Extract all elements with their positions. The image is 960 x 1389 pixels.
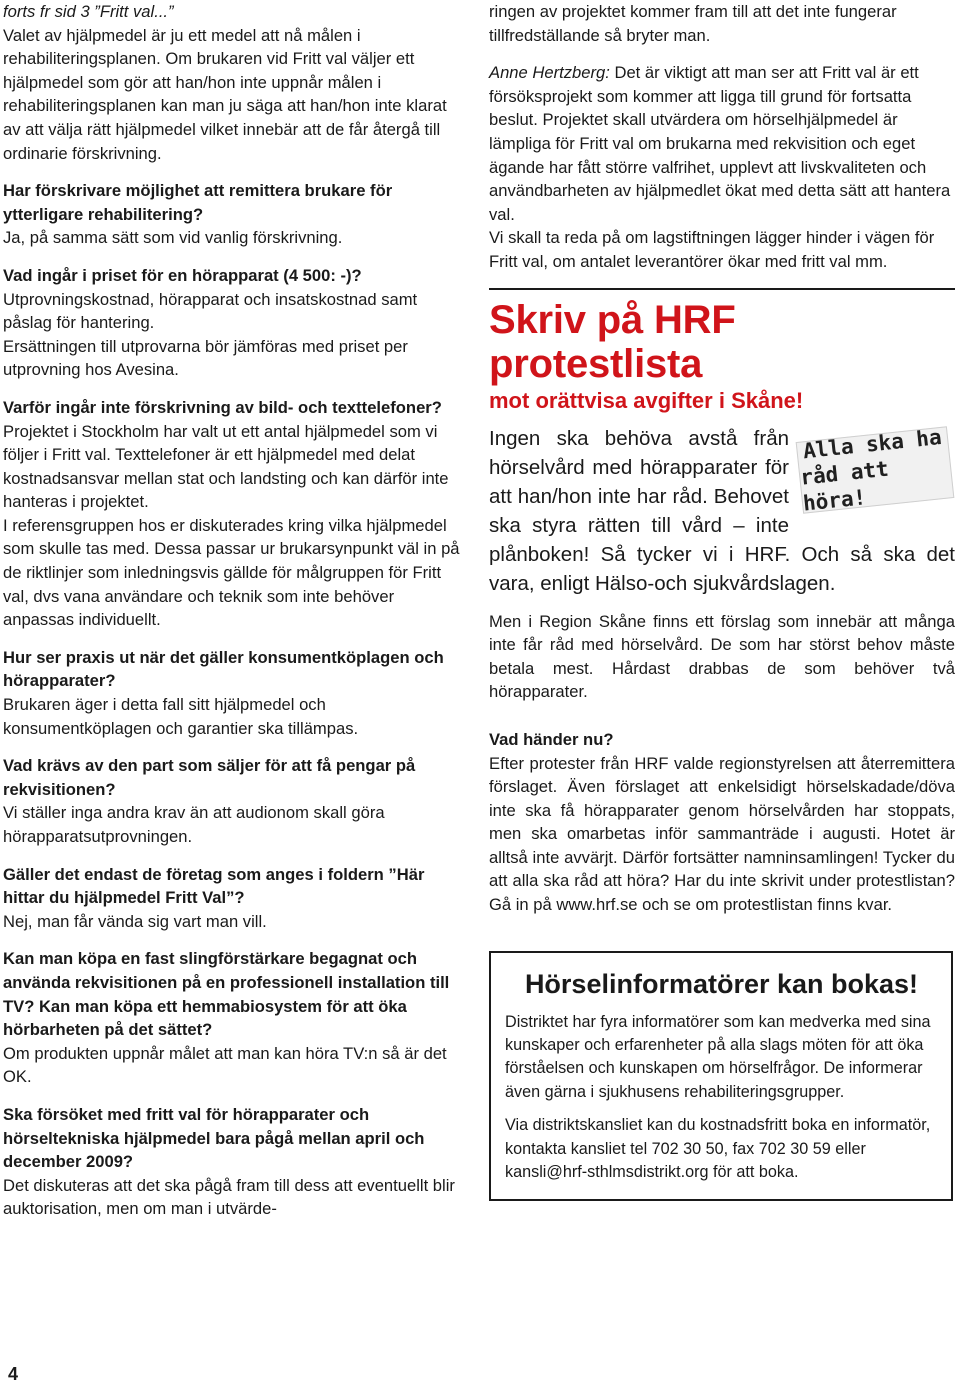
stamp-line-1: Alla ska ha xyxy=(801,424,943,463)
hrf-lead: Ingen ska behöva avstå från hörselvård med hörapparater för att han/hon inte har råd. Behovet ska styra rätten till vård – inte plånboken! Så tycker vi i HRF. Och så ska det vara, enligt Hälso-och sjukvårdslagen. xyxy=(489,426,955,595)
question: Har förskrivare möjlighet att remittera brukare för ytterligare rehabilitering? xyxy=(3,181,393,224)
question: Gäller det endast de företag som anges i foldern ”Här hittar du hjälpmedel Fritt Val”? xyxy=(3,864,425,908)
hrf-question: Vad händer nu? xyxy=(489,729,614,749)
qa-list xyxy=(3,179,467,1221)
answer: Nej, man får vända sig vart man vill. xyxy=(3,911,267,931)
speaker-text: Det är viktigt att man ser att Fritt val är ett försöksprojekt som kommer att ligga till grund för fortsatta beslut. Projektet skall utvärdera om hörselhjälpmedel är lämpliga för Fritt val om brukarna med rekvisition och eget ägande har fått större valfrihet, upplevt att livskvaliteten och användbarheten av hjälpmedlet ökat med detta sätt att hantera val. xyxy=(489,63,951,224)
question: Hur ser praxis ut när det gäller konsumentköplagen och hörapparater? xyxy=(3,647,444,691)
question: Varför ingår inte förskrivning av bild- och texttelefoner? xyxy=(3,397,442,417)
answer: Utprovningskostnad, hörapparat och insatskostnad samt påslag för hantering. xyxy=(3,289,418,333)
hrf-body: Men i Region Skåne finns ett förslag som innebär att många inte får råd med hörselvård. De som har störst behov måste betala mest. Hårdast drabbas de som behöver två hörapparater. xyxy=(489,611,955,702)
info-box xyxy=(489,951,953,1201)
stamp-line-2: råd att höra! xyxy=(799,456,890,516)
speaker-name: Anne Hertzberg: xyxy=(489,63,610,83)
slogan-stamp-image xyxy=(796,424,955,516)
continued-from: forts fr sid 3 ”Fritt val...” xyxy=(3,2,174,21)
question: Vad krävs av den part som säljer för att få pengar på rekvisitionen? xyxy=(3,756,416,799)
section-divider xyxy=(489,288,955,290)
question: Ska försöket med fritt val för hörapparater och hörseltekniska hjälpmedel bara pågå mellan april och december 2009? xyxy=(3,1104,425,1172)
answer: Projektet i Stockholm har valt ut ett antal hjälpmedel som vi följer i Fritt val. Texttelefoner är ett hjälpmedel med delat kostnadsansvar mellan stat och landsting och kan därför inte hanteras i projektet. xyxy=(3,421,449,512)
intro-paragraph: Valet av hjälpmedel är ju ett medel att nå målen i rehabiliteringsplanen. Om brukaren vid Fritt val väljer ett hjälpmedel som gör att han/hon inte uppnår målen i rehabiliteringsplanen kan man ju säga att han/hon inte klarat av att välja rätt hjälpmedel vilket innebär att de får återgå till ordinarie förskrivning. xyxy=(3,25,447,163)
answer: Ja, på samma sätt som vid vanlig förskrivning. xyxy=(3,228,343,248)
hrf-answer: Efter protester från HRF valde regionstyrelsen att återremittera förslaget. Även förslaget att enkelsidigt hörselskadade/döva inte ska få hörapparater genom hörselvården har stoppats, men ska omarbetas inför sammanträde i augusti. Hotet är alltså inte avvärjt. Därför fortsätter namninsamlingen! Tycker du att alla ska råd att höra? Har du inte skrivit under protestlistan? Gå in på www.hrf.se och se om protestlistan finns kvar. xyxy=(489,753,955,915)
answer: Vi ställer inga andra krav än att audionom skall göra hörapparatsutprovningen. xyxy=(3,803,385,846)
hrf-lead-block xyxy=(489,424,955,598)
answer: Ersättningen till utprovarna bör jämföras med priset per utprovning hos Avesina. xyxy=(3,336,408,380)
info-box-paragraph-1: Distriktet har fyra informatörer som kan medverka med sina kunskaper och erfarenheter på alla slags möten för att öka förståelsen och kunskapen om hörselfrågor. De informerar även gärna i sjukhusens rehabiliteringsgrupper. xyxy=(505,1012,931,1101)
answer: Det diskuteras att det ska pågå fram till dess att eventuellt blir auktorisation, men om man i utvärde- xyxy=(3,1175,455,1219)
slogan-stamp xyxy=(795,424,955,516)
hertzberg-paragraph xyxy=(489,61,955,226)
answer: I referensgruppen hos er diskuterades kring vilka hjälpmedel som skulle tas med. Dessa passar ur brukarsynpunkt väl in på de riktlinjer som inledningsvis gällde för målgruppen för Fritt val, dvs vana användare och teknik som inte behöver anpassas individuellt. xyxy=(3,515,460,630)
continuation-note xyxy=(3,0,467,24)
info-box-paragraph-2: Via distriktskansliet kan du kostnadsfritt boka en informatör, kontakta kansliet tel 702 30 50, fax 702 30 59 eller kansli@hrf-sthlmsdistrikt.org för att boka. xyxy=(505,1116,931,1182)
continued-paragraph: ringen av projektet kommer fram till att det inte fungerar tillfredställande så bryter man. xyxy=(489,2,897,45)
hertzberg-paragraph-2: Vi skall ta reda på om lagstiftningen lägger hinder i vägen för Fritt val, om antalet leverantörer ökar med fritt val mm. xyxy=(489,228,935,271)
right-column xyxy=(489,0,955,1201)
page-number: 4 xyxy=(8,1364,19,1384)
answer: Brukaren äger i detta fall sitt hjälpmedel och konsumentköplagen och garantier ska tillämpas. xyxy=(3,695,359,738)
info-box-title: Hörselinformatörer kan bokas! xyxy=(524,968,919,999)
hrf-subheadline: mot orättvisa avgifter i Skåne! xyxy=(489,387,804,413)
hrf-headline: Skriv på HRF protestlista xyxy=(489,297,736,386)
answer: Om produkten uppnår målet att man kan höra TV:n så är det OK. xyxy=(3,1043,447,1087)
question: Vad ingår i priset för en hörapparat (4 500: -)? xyxy=(3,265,362,285)
left-column xyxy=(3,0,467,1221)
question: Kan man köpa en fast slingförstärkare begagnat och använda rekvisitionen på en professionell installation till TV? Kan man köpa ett hemmabiosystem för att öka hörbarheten på det sättet? xyxy=(3,949,450,1040)
